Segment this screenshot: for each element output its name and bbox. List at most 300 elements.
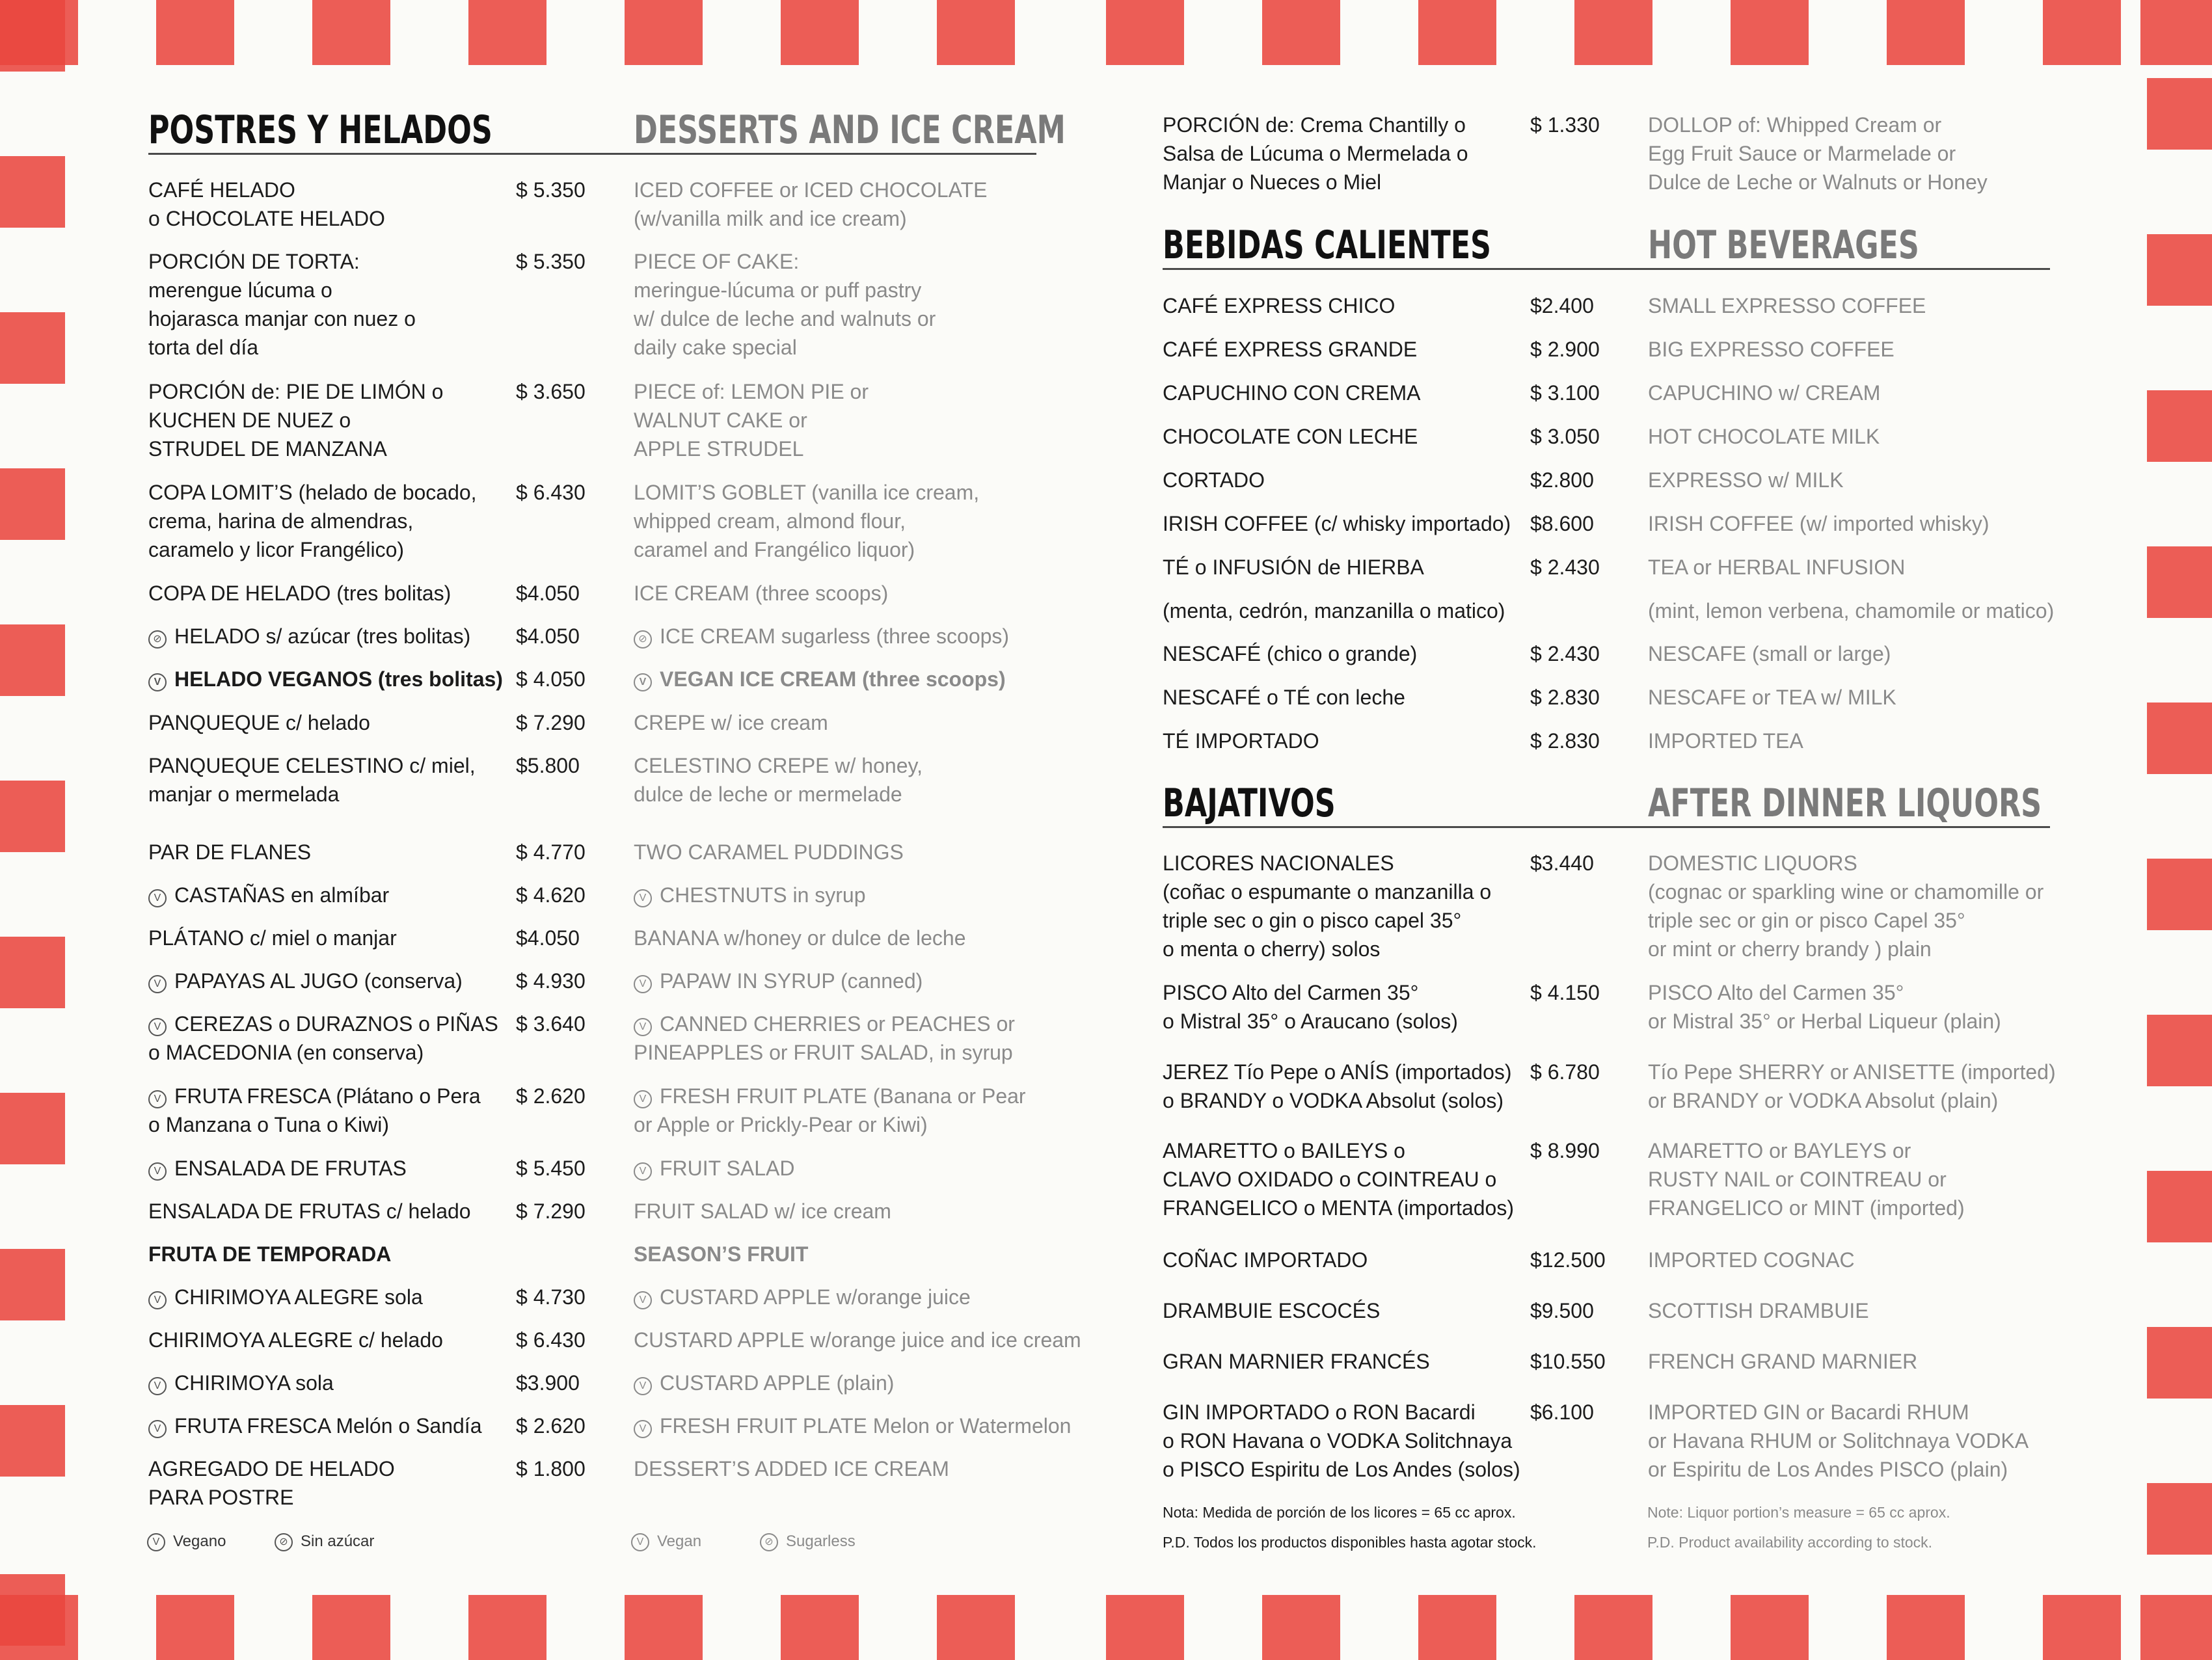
desserts-title-es: POSTRES Y HELADOS xyxy=(148,107,492,153)
item-text: (mint, lemon verbena, chamomile or matico) xyxy=(1648,599,2055,622)
item-price: $ 7.290 xyxy=(516,1199,586,1223)
item-price: $ 4.730 xyxy=(516,1285,586,1309)
item-name-es xyxy=(148,1197,471,1225)
item-price: $ 2.830 xyxy=(1530,686,1600,709)
item-name-es-line xyxy=(148,406,443,435)
item-text: CAFÉ HELADO xyxy=(148,178,295,202)
item-name-es-line xyxy=(1163,111,1468,139)
item-name-es xyxy=(148,579,451,608)
item-text: or Mistral 35° or Herbal Liqueur (plain) xyxy=(1648,1010,2001,1033)
item-text: ENSALADA DE FRUTAS xyxy=(174,1157,407,1180)
item-name-en xyxy=(1648,111,1988,196)
item-name-es xyxy=(1163,978,1458,1036)
item-name-en xyxy=(634,247,936,362)
item-name-es xyxy=(148,708,370,737)
item-name-en-line xyxy=(634,1369,894,1397)
item-name-en-line xyxy=(1648,1455,2029,1484)
item-text: w/ dulce de leche and walnuts or xyxy=(634,307,936,330)
item-text: IRISH COFFEE (c/ whisky importado) xyxy=(1163,512,1511,535)
vegan-icon: V xyxy=(148,1420,167,1438)
item-text: hojarasca manjar con nuez o xyxy=(148,307,416,330)
border-square-right xyxy=(2147,546,2212,618)
item-name-es-line xyxy=(1163,139,1468,168)
item-name-en xyxy=(1648,639,1891,668)
vegan-icon: V xyxy=(634,1377,652,1395)
note-es-line: P.D. Todos los productos disponibles hasta agotar stock. xyxy=(1163,1534,1537,1551)
item-name-es-line xyxy=(1163,1347,1430,1376)
desserts-title-en: DESSERTS AND ICE CREAM xyxy=(634,107,1066,153)
item-price: $6.100 xyxy=(1530,1400,1594,1424)
item-text: daily cake special xyxy=(634,336,797,359)
item-name-en-line xyxy=(634,708,828,737)
item-name-es xyxy=(148,838,311,866)
item-price: $4.050 xyxy=(516,624,580,648)
item-name-en-line xyxy=(634,751,923,780)
item-name-es-line xyxy=(1163,978,1458,1007)
item-name-en xyxy=(634,1154,794,1183)
item-text: FRENCH GRAND MARNIER xyxy=(1648,1350,1918,1373)
item-text: ICED COFFEE or ICED CHOCOLATE xyxy=(634,178,988,202)
sugarless-icon: ⊘ xyxy=(148,630,167,649)
item-text: CUSTARD APPLE w/orange juice xyxy=(660,1285,971,1309)
item-text: or Espiritu de Los Andes PISCO (plain) xyxy=(1648,1458,2008,1481)
item-name-es-line xyxy=(148,1483,395,1512)
border-square-bottom xyxy=(156,1595,234,1660)
item-price: $ 6.430 xyxy=(516,1328,586,1352)
item-name-en xyxy=(634,881,866,909)
item-name-en-line xyxy=(1648,1296,1869,1325)
item-text: PLÁTANO c/ miel o manjar xyxy=(148,926,397,950)
border-square-left xyxy=(0,468,65,540)
border-square-right xyxy=(2147,859,2212,930)
item-name-en-line xyxy=(634,1197,891,1225)
item-price: $9.500 xyxy=(1530,1299,1594,1322)
item-name-es-line xyxy=(148,924,397,952)
item-text: CHOCOLATE CON LECHE xyxy=(1163,425,1418,448)
item-text: CAFÉ EXPRESS GRANDE xyxy=(1163,338,1418,361)
item-text: IMPORTED GIN or Bacardi RHUM xyxy=(1648,1400,1969,1424)
note-es-line: Nota: Medida de porción de los licores = 65 cc aprox. xyxy=(1163,1504,1516,1521)
item-text: PAPAW IN SYRUP (canned) xyxy=(660,969,923,993)
item-text: CHIRIMOYA ALEGRE sola xyxy=(174,1285,423,1309)
item-name-es-line xyxy=(148,247,416,276)
item-price: $4.050 xyxy=(516,926,580,950)
item-name-en xyxy=(634,1454,949,1483)
item-text: o CHOCOLATE HELADO xyxy=(148,207,385,230)
item-name-es xyxy=(1163,422,1418,451)
item-name-es xyxy=(1163,1296,1380,1325)
legend-sugar-es: ⊘ Sin azúcar xyxy=(275,1533,374,1551)
item-name-es xyxy=(148,176,385,233)
item-name-es-line xyxy=(1163,1246,1368,1274)
item-price: $ 5.350 xyxy=(516,250,586,273)
item-text: FRESH FRUIT PLATE (Banana or Pear xyxy=(660,1084,1026,1108)
item-name-en-line xyxy=(634,276,936,304)
item-name-en-line xyxy=(634,881,866,909)
item-name-es-line xyxy=(1163,291,1395,320)
item-text: ICE CREAM sugarless (three scoops) xyxy=(660,624,1010,648)
vegan-icon: V xyxy=(148,1377,167,1395)
item-name-en-line xyxy=(1648,168,1988,196)
item-name-es-line xyxy=(148,1369,334,1397)
item-name-en-line xyxy=(634,435,869,463)
item-name-es-line xyxy=(148,1283,423,1311)
item-text: IMPORTED COGNAC xyxy=(1648,1248,1855,1272)
border-square-right xyxy=(2147,703,2212,774)
item-name-en-line xyxy=(1648,111,1988,139)
item-name-en-line xyxy=(634,924,966,952)
vegan-icon: V xyxy=(148,1090,167,1108)
item-name-en xyxy=(1648,596,2054,625)
item-name-es-line xyxy=(1163,877,1491,906)
item-text: or Apple or Prickly-Pear or Kiwi) xyxy=(634,1113,928,1136)
item-name-en-line xyxy=(1648,139,1988,168)
item-text: FRUTA FRESCA Melón o Sandía xyxy=(174,1414,482,1438)
item-text: EXPRESSO w/ MILK xyxy=(1648,468,1844,492)
item-price: $ 4.150 xyxy=(1530,981,1600,1004)
item-name-es-line xyxy=(148,333,416,362)
item-price: $ 2.620 xyxy=(516,1084,586,1108)
item-text: GRAN MARNIER FRANCÉS xyxy=(1163,1350,1430,1373)
item-text: (cognac or sparkling wine or chamomille or xyxy=(1648,880,2044,904)
note-en-line: P.D. Product availability according to stock. xyxy=(1647,1534,1933,1551)
item-name-en xyxy=(1648,291,1926,320)
vegan-icon: V xyxy=(148,889,167,907)
item-name-en-line xyxy=(634,780,923,809)
item-name-es-line xyxy=(1163,553,1424,582)
item-name-es xyxy=(148,1369,334,1397)
item-name-en-line xyxy=(1648,935,2043,963)
item-name-es xyxy=(148,478,477,564)
item-name-es-line xyxy=(1163,466,1265,494)
item-name-en-line xyxy=(634,579,888,608)
item-text: STRUDEL DE MANZANA xyxy=(148,437,387,461)
item-name-en-line xyxy=(634,1283,971,1311)
item-name-en xyxy=(634,751,923,809)
item-text: GIN IMPORTADO o RON Bacardi xyxy=(1163,1400,1476,1424)
item-text: Tío Pepe SHERRY or ANISETTE (imported) xyxy=(1648,1060,2056,1084)
item-text: CUSTARD APPLE w/orange juice and ice cream xyxy=(634,1328,1081,1352)
item-text: o menta o cherry) solos xyxy=(1163,937,1381,961)
item-text: (menta, cedrón, manzanilla o matico) xyxy=(1163,599,1505,622)
item-text: TWO CARAMEL PUDDINGS xyxy=(634,840,904,864)
item-price: $ 2.430 xyxy=(1530,642,1600,665)
item-name-en xyxy=(634,176,987,233)
vegan-icon: V xyxy=(148,1018,167,1036)
item-name-es xyxy=(1163,1398,1520,1484)
item-name-es xyxy=(1163,639,1417,668)
item-text: PORCIÓN de: Crema Chantilly o xyxy=(1163,113,1466,137)
item-text: or BRANDY or VODKA Absolut (plain) xyxy=(1648,1089,1999,1112)
item-text: CHIRIMOYA sola xyxy=(174,1371,334,1395)
item-name-en xyxy=(1648,1347,1917,1376)
item-name-en xyxy=(634,838,904,866)
item-name-es-line xyxy=(148,1010,498,1038)
item-text: triple sec o gin o pisco capel 35° xyxy=(1163,909,1462,932)
item-name-en-line xyxy=(634,838,904,866)
item-name-en-line xyxy=(1648,1398,2029,1426)
item-text: torta del día xyxy=(148,336,258,359)
item-name-en xyxy=(1648,978,2001,1036)
item-name-es-line xyxy=(1163,935,1491,963)
item-name-es-line xyxy=(148,435,443,463)
item-name-es-line xyxy=(1163,168,1468,196)
item-text: o RON Havana o VODKA Solitchnaya xyxy=(1163,1429,1513,1452)
item-text: IRISH COFFEE (w/ imported whisky) xyxy=(1648,512,1989,535)
item-name-es-line xyxy=(148,1154,407,1183)
item-name-en xyxy=(634,967,923,995)
item-text: PARA POSTRE xyxy=(148,1486,294,1509)
border-square-top xyxy=(2043,0,2121,65)
legend-vegan-en: V Vegan xyxy=(631,1533,701,1551)
border-square-bottom xyxy=(1262,1595,1340,1660)
item-text: PORCIÓN DE TORTA: xyxy=(148,250,360,273)
item-name-en xyxy=(634,377,869,463)
border-square-left xyxy=(0,156,65,228)
liq-title-es: BAJATIVOS xyxy=(1163,781,1336,826)
item-name-en-line xyxy=(1648,727,1803,755)
item-text: COPA LOMIT’S (helado de bocado, xyxy=(148,481,477,504)
item-text: NESCAFÉ o TÉ con leche xyxy=(1163,686,1405,709)
item-text: ENSALADA DE FRUTAS c/ helado xyxy=(148,1199,471,1223)
item-name-es-line xyxy=(1163,727,1319,755)
item-text: LOMIT’S GOBLET (vanilla ice cream, xyxy=(634,481,980,504)
item-name-es xyxy=(1163,379,1420,407)
item-name-es-line xyxy=(1163,1296,1380,1325)
item-text: CREPE w/ ice cream xyxy=(634,711,828,734)
item-price: $ 3.100 xyxy=(1530,381,1600,405)
border-square-top xyxy=(937,0,1015,65)
border-square-top xyxy=(1262,0,1340,65)
item-text: RUSTY NAIL or COINTREAU or xyxy=(1648,1168,1947,1191)
item-text: CASTAÑAS en almíbar xyxy=(174,883,390,907)
item-text: crema, harina de almendras, xyxy=(148,509,414,533)
item-text: FRANGELICO o MENTA (importados) xyxy=(1163,1196,1514,1220)
vegan-icon: V xyxy=(634,1291,652,1309)
item-price: $ 4.620 xyxy=(516,883,586,907)
item-text: FRUTA DE TEMPORADA xyxy=(148,1242,392,1266)
legend-sugar-en: ⊘ Sugarless xyxy=(760,1533,856,1551)
item-text: TÉ IMPORTADO xyxy=(1163,729,1319,753)
item-text: manjar o mermelada xyxy=(148,783,340,806)
item-text: CANNED CHERRIES or PEACHES or xyxy=(660,1012,1015,1036)
item-text: DESSERT’S ADDED ICE CREAM xyxy=(634,1457,949,1480)
item-text: FRUIT SALAD xyxy=(660,1157,795,1180)
item-name-es xyxy=(1163,553,1424,582)
item-name-es xyxy=(148,1326,443,1354)
item-name-es-line xyxy=(148,1240,391,1268)
item-price: $ 2.900 xyxy=(1530,338,1600,361)
item-name-en-line xyxy=(634,1010,1015,1038)
item-name-en-line xyxy=(634,1110,1026,1139)
item-name-es xyxy=(1163,466,1265,494)
item-text: CELESTINO CREPE w/ honey, xyxy=(634,754,923,777)
border-square-bottom xyxy=(1887,1595,1965,1660)
item-text: TÉ o INFUSIÓN de HIERBA xyxy=(1163,556,1424,579)
vegan-icon: V xyxy=(634,1018,652,1036)
item-name-en-line xyxy=(1648,291,1926,320)
item-name-es-line xyxy=(148,967,463,995)
border-square-bottom xyxy=(1106,1595,1184,1660)
item-price: $ 6.780 xyxy=(1530,1060,1600,1084)
item-text: JEREZ Tío Pepe o ANÍS (importados) xyxy=(1163,1060,1512,1084)
item-text: NESCAFÉ (chico o grande) xyxy=(1163,642,1418,665)
item-text: PANQUEQUE CELESTINO c/ miel, xyxy=(148,754,476,777)
border-square-top xyxy=(1418,0,1496,65)
border-square-bottom xyxy=(781,1595,859,1660)
vegan-icon: V xyxy=(148,1162,167,1181)
item-name-en xyxy=(634,708,828,737)
item-text: TEA or HERBAL INFUSION xyxy=(1648,556,1906,579)
border-square-left xyxy=(0,1405,65,1477)
item-text: DOMESTIC LIQUORS xyxy=(1648,851,1857,875)
item-name-es-line xyxy=(1163,849,1491,877)
item-name-en-line xyxy=(634,1240,808,1268)
item-name-es xyxy=(1163,1246,1368,1274)
item-name-es xyxy=(148,377,443,463)
hot-beverages-header xyxy=(1163,222,2050,270)
item-price: $ 1.800 xyxy=(516,1457,586,1480)
item-name-en xyxy=(1648,1058,2056,1115)
item-price: $ 2.830 xyxy=(1530,729,1600,753)
item-name-es xyxy=(1163,683,1405,712)
item-text: o Mistral 35° o Araucano (solos) xyxy=(1163,1010,1458,1033)
border-square-top xyxy=(1106,0,1184,65)
item-name-en xyxy=(1648,379,1880,407)
item-name-es-line xyxy=(148,751,476,780)
item-name-en-line xyxy=(1648,335,1895,364)
item-text: HELADO VEGANOS (tres bolitas) xyxy=(174,667,503,691)
item-name-en xyxy=(634,1369,894,1397)
item-text: ICE CREAM (three scoops) xyxy=(634,582,889,605)
item-text: LICORES NACIONALES xyxy=(1163,851,1394,875)
item-name-es-line xyxy=(1163,1007,1458,1036)
note-en xyxy=(1647,1497,1950,1557)
vegan-icon: V xyxy=(634,1162,652,1181)
item-price: $ 4.770 xyxy=(516,840,586,864)
item-name-es-line xyxy=(1163,335,1417,364)
item-text: PISCO Alto del Carmen 35° xyxy=(1648,981,1904,1004)
note-en-line: Note: Liquor portion’s measure = 65 cc aprox. xyxy=(1647,1504,1950,1521)
item-text: PAPAYAS AL JUGO (conserva) xyxy=(174,969,463,993)
border-square-left xyxy=(0,1093,65,1164)
item-text: caramelo y licor Frangélico) xyxy=(148,538,405,561)
item-name-es-line xyxy=(1163,509,1511,538)
item-name-en-line xyxy=(634,507,979,535)
item-name-en xyxy=(634,1082,1026,1139)
item-name-es-line xyxy=(148,1038,498,1067)
item-text: SCOTTISH DRAMBUIE xyxy=(1648,1299,1869,1322)
item-text: CHIRIMOYA ALEGRE c/ helado xyxy=(148,1328,443,1352)
item-name-en xyxy=(634,924,966,952)
border-square-bottom xyxy=(937,1595,1015,1660)
item-text: o MACEDONIA (en conserva) xyxy=(148,1041,424,1064)
item-text: HELADO s/ azúcar (tres bolitas) xyxy=(174,624,471,648)
item-name-es xyxy=(1163,509,1511,538)
item-name-en-line xyxy=(1648,1007,2001,1036)
item-name-es-line xyxy=(148,1197,471,1225)
item-name-en-line xyxy=(1648,1194,1965,1222)
border-square-left xyxy=(0,624,65,696)
liq-title-en: AFTER DINNER LIQUORS xyxy=(1648,781,2042,826)
item-name-en xyxy=(1648,422,1880,451)
item-name-es-line xyxy=(148,622,470,650)
item-name-es xyxy=(1163,111,1468,196)
item-name-es xyxy=(148,1082,481,1139)
item-text: BANANA w/honey or dulce de leche xyxy=(634,926,966,950)
item-price: $ 3.650 xyxy=(516,380,586,403)
item-name-en-line xyxy=(1648,1426,2029,1455)
item-name-en-line xyxy=(1648,906,2043,935)
item-name-es xyxy=(148,924,397,952)
vegan-icon: V xyxy=(148,975,167,993)
item-name-es xyxy=(1163,291,1395,320)
item-name-es-line xyxy=(148,708,370,737)
item-name-es-line xyxy=(1163,379,1420,407)
border-square-bottom xyxy=(312,1595,390,1660)
item-text: CEREZAS o DURAZNOS o PIÑAS xyxy=(174,1012,498,1036)
item-name-es-line xyxy=(148,1110,481,1139)
border-square-top xyxy=(312,0,390,65)
item-text: KUCHEN DE NUEZ o xyxy=(148,408,351,432)
border-square-top xyxy=(781,0,859,65)
item-name-en-line xyxy=(634,176,987,204)
item-name-en xyxy=(634,1240,808,1268)
item-name-en xyxy=(634,665,1006,693)
item-name-en-line xyxy=(1648,1136,1965,1165)
item-name-en-line xyxy=(1648,422,1880,451)
item-name-es-line xyxy=(148,204,385,233)
item-name-en-line xyxy=(634,478,979,507)
item-price: $ 7.290 xyxy=(516,711,586,734)
note-es xyxy=(1163,1497,1537,1557)
item-text: PAR DE FLANES xyxy=(148,840,312,864)
desserts-header xyxy=(148,107,1066,155)
item-text: CLAVO OXIDADO o COINTREAU o xyxy=(1163,1168,1497,1191)
liquors-header xyxy=(1163,781,2050,828)
item-name-es xyxy=(148,1454,395,1512)
item-text: or Havana RHUM or Solitchnaya VODKA xyxy=(1648,1429,2029,1452)
item-name-en-line xyxy=(1648,683,1896,712)
item-name-es-line xyxy=(1163,1136,1514,1165)
border-square-top xyxy=(1574,0,1652,65)
item-name-en-line xyxy=(634,1154,794,1183)
item-text: NESCAFE (small or large) xyxy=(1648,642,1891,665)
border-square-right xyxy=(2147,234,2212,306)
vegan-icon: V xyxy=(148,673,167,691)
item-name-es-line xyxy=(148,780,476,809)
item-price: $ 5.450 xyxy=(516,1157,586,1180)
item-name-en xyxy=(634,622,1009,650)
item-text: APPLE STRUDEL xyxy=(634,437,804,461)
item-text: o Manzana o Tuna o Kiwi) xyxy=(148,1113,389,1136)
item-name-es-line xyxy=(148,579,451,608)
item-text: IMPORTED TEA xyxy=(1648,729,1803,753)
border-square-right xyxy=(2147,78,2212,150)
item-name-en xyxy=(1648,1296,1869,1325)
item-text: CAFÉ EXPRESS CHICO xyxy=(1163,294,1396,317)
border-square-right xyxy=(2147,1015,2212,1086)
border-square-bottom xyxy=(1731,1595,1809,1660)
item-name-es-line xyxy=(148,1454,395,1483)
item-price: $ 4.050 xyxy=(516,667,586,691)
item-name-en-line xyxy=(1648,1165,1965,1194)
vegan-icon: V xyxy=(631,1533,649,1551)
item-name-en-line xyxy=(1648,509,1989,538)
item-price: $ 6.430 xyxy=(516,481,586,504)
border-square-bottom xyxy=(1574,1595,1652,1660)
item-name-en xyxy=(1648,466,1844,494)
